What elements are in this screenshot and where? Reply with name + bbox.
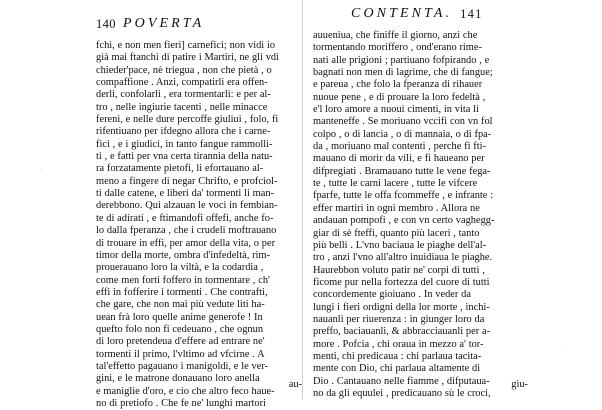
verso-folio-number: 140 (96, 17, 116, 31)
text-line: prouerauano loro la viltà, e la codardia , (96, 262, 264, 274)
text-line: come men forti foffero in tormentare , ch' (96, 274, 270, 286)
text-line: lungi i fieri ordigni della lor morte , inchi- (313, 301, 490, 313)
text-line: quefto folo non fi cedeuano , che ognun (96, 323, 264, 335)
text-line: tormenti il primo, l'vltimo ad vfcirne . A (96, 348, 265, 360)
text-line: tro , anzi l'vno all'altro inuidiaua le piaghe. (313, 252, 493, 264)
text-line: chieder'pace, nè triegua , non che pietà , o (96, 64, 272, 76)
text-line: no di pretiofo . Che fe ne' lunghi martori (96, 397, 266, 409)
text-line: preffo, baciauanli, & abbracciauanli per a- (313, 326, 491, 338)
text-line: te di adirati , e ftimandofi offefi, anche fo- (96, 212, 274, 224)
text-line: mauano di morir da vili, e fi haueano per (313, 153, 485, 165)
text-line: e'l loro amore a nuoui cimenti, in vita li (313, 104, 479, 116)
text-line: effi in fofferire i tormenti . Che contrafti, (96, 286, 268, 298)
text-line: tro , nelle ingiurie tacenti , nelle minacce (96, 101, 268, 113)
text-line: fparfe, tutte le offa fcommeffe , e infrante : (313, 190, 494, 202)
text-line: ficome pur nella fortezza del cuore di tutti (313, 276, 490, 288)
verso-running-head (96, 16, 204, 32)
text-line: gini, e le matrone donauano loro anella (96, 373, 260, 385)
text-line: auueniua, che finiffe il giorno, anzi che (313, 30, 478, 41)
text-line: Dio . Cantauano nelle fiamme , difputaua- (313, 375, 490, 387)
text-line: nuoue pene , e di prouare la loro fedeltà , (313, 91, 486, 103)
recto-page (303, 0, 602, 400)
text-line: tal'effetto pagauano i manigoldi, e le ver- (96, 360, 269, 372)
verso-text-block (96, 40, 302, 410)
text-line: timor della morte, ombra d'infedeltà, rim- (96, 249, 270, 261)
text-line: di trouare in effi, per amor della vita, o per (96, 237, 276, 249)
text-line: e maniglie d'oro, e cio che altro feco haue- (96, 385, 275, 397)
text-line: nati alle prigioni ; partiuano fofpirando , e (313, 54, 490, 66)
text-line: che gare, che non mai più vedute liti ha- (96, 299, 265, 311)
text-line: mente con Dio, chi parlaua altamente di (313, 363, 481, 375)
text-line: compaffione . Anzi, compatirli era offen- (96, 77, 268, 89)
text-line: ti , e fatti per vna certa tirannia della natu- (96, 151, 273, 163)
text-line: di loro pretendeua d'effere ad entrare ne' (96, 336, 265, 348)
text-line: ra forzatamente pietofi, li efortauano al- (96, 163, 264, 175)
text-line: tormentando moriffero , ond'erano rime- (313, 42, 482, 54)
text-line: fici , e i giudici, in tanto fangue rammolli- (96, 138, 273, 150)
verso-running-title: POVERTA (122, 16, 205, 31)
text-line: uean frà loro quelle anime generofe ! In (96, 311, 263, 323)
text-line: bagnati non men di lagrime, che di fangue; (313, 67, 493, 79)
text-line: rifentiuano per ifdegno allora che i carne- (96, 126, 271, 138)
recto-catchword: giu- (511, 379, 528, 390)
text-line: ti dalle catene, e liberi da' tormenti li man- (96, 188, 275, 200)
text-line: colpo , o di lancia , o di mannaia, o di fpa- (313, 128, 492, 140)
recto-text-block (313, 30, 528, 400)
text-line: e pareua , che folo la fperanza di rihauer (313, 79, 483, 91)
text-line: nauanli per riuerenza : in giunger loro da (313, 313, 485, 325)
text-line: difpregiati . Bramauano tutte le vene fega- (313, 165, 491, 177)
text-line: manteneffe . Se moriuano vccifi con vn fol (313, 116, 493, 128)
text-line: fchi, e non men fieri] carnefici; non vidi io (96, 40, 276, 51)
recto-paragraph (313, 30, 528, 400)
text-line: no da gli equulei , predicauano sù le croci, (313, 387, 491, 399)
text-line: da , moriuano mal contenti , perche fi fti- (313, 141, 486, 153)
text-line: effer martiri in ogni membro . Allora ne (313, 202, 480, 214)
recto-running-title: CONTENTA. (351, 6, 453, 21)
text-line: giar di sè fteffi, quanto più laceri , tanto (313, 227, 480, 239)
text-line: già mai ftanchi di patire i Martiri, ne gli vdì (96, 52, 280, 64)
text-line: lo dalla fperanza , che i crudeli moftrauano (96, 225, 277, 237)
recto-running-head (351, 6, 483, 22)
text-line: derli, confolarli , era tormentarli: e per al- (96, 89, 271, 101)
text-line: more . Pofcia , chi oraua in mezzo a' tor- (313, 338, 484, 350)
text-line: derebbono. Qui alzauan le voci in fembian- (96, 200, 278, 212)
text-line: te , tutte le carni lacere , tutte le vifcere (313, 178, 478, 190)
verso-catchword: au- (288, 379, 302, 390)
text-line: concordemente gioiuano . In veder da (313, 289, 471, 301)
text-line: fereni, e nelle dure percoffe giuliui , folo, fi (96, 114, 279, 126)
text-line: Haurebbon voluto patir ne' corpi di tutti , (313, 264, 485, 276)
verso-paragraph (96, 40, 302, 410)
recto-folio-number: 141 (460, 7, 483, 21)
text-line: più belli . L'vno baciaua le piaghe dell'al- (313, 239, 487, 251)
text-line: menti, chi predicaua : chi parlaua tacita- (313, 350, 482, 362)
text-line: andauan pompofi , e con vn certo vaghegg- (313, 215, 495, 227)
text-line: meno a fingere di negar Chrifto, e profciol- (96, 175, 278, 187)
